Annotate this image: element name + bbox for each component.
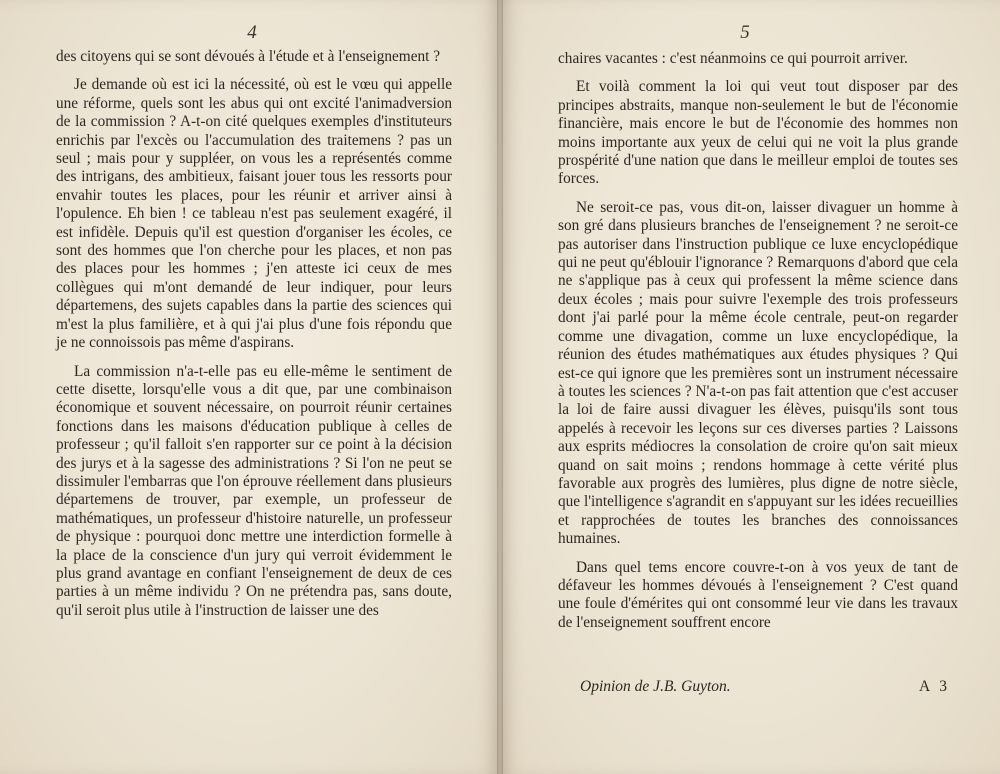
paragraph: des citoyens qui se sont dévoués à l'étude et à l'enseignement ? [56, 48, 440, 65]
page-footer [580, 678, 950, 696]
paragraph: Dans quel tems encore couvre-t-on à vos yeux de tant de défaveur les hommes dévoués à l'enseignement ? C'est quand une foule d'émérites qui ont consommé leur vie dans les travaux de l'enseignement souffrent encore [558, 558, 958, 631]
paragraph: Ne seroit-ce pas, vous dit-on, laisser divaguer un homme à son gré dans plusieurs branches de l'enseignement ? ne seroit-ce pas autoriser dans l'instruction publique ce luxe encyclopédique qui ne peut qu'éblouir l'ignorance ? Remarquons d'abord que cela ne s'applique pas à ceux qui professent la même science dans deux écoles ; mais pour suivre l'exemple des trois professeurs dont j'ai parlé pour la même école centrale, peut-on regarder comme une divagation, comme un luxe encyclopédique, la réunion des études mathématiques aux études physiques ? Qui est-ce qui ignore que les premières sont un instrument nécessaire à toutes les sciences ? N'a-t-on pas fait attention que c'est accuser la loi de faire aussi divaguer les élèves, puisqu'ils sont tous appelés à recevoir les leçons sur ces diverses parties ? Laissons aux esprits médiocres la consolation de croire qu'on sait mieux quand on sait moins ; rendons hommage à cette vérité plus favorable aux progrès des lumières, plus digne de notre siècle, que l'intelligence s'agrandit en s'appuyant sur les idées recueillies et rapprochées de toutes les branches des connoissances humaines. [558, 198, 958, 548]
page-text [558, 50, 958, 632]
footer-title: Opinion de J.B. Guyton. [580, 678, 731, 695]
right-page [500, 0, 1000, 774]
page-number: 5 [740, 22, 750, 43]
signature-mark: A 3 [919, 678, 950, 695]
paragraph: La commission n'a-t-elle pas eu elle-même le sentiment de cette disette, lorsqu'elle vous a dit que, par une combinaison économique et souvent nécessaire, on pourroit réunir certaines fonctions dans les maisons d'éducation publique à celles de professeur ; qu'il falloit s'en rapporter sur ce point à la décision des jurys et à la sagesse des administrations ? Si l'on ne peut se dissimuler l'embarras que l'on éprouve réellement dans plusieurs départemens de trouver, par exemple, un professeur de mathématiques, un professeur d'histoire naturelle, un professeur de physique : pourquoi donc mettre une interdiction formelle à la place de la conscience d'un jury qui verroit évidemment le plus grand avantage en confiant l'enseignement de deux de ces parties à un même individu ? On ne prétendra pas, sans doute, qu'il seroit plus utile à l'instruction de laisser une des [56, 362, 452, 619]
paragraph: Et voilà comment la loi qui veut tout disposer par des principes abstraits, manque non-seulement le but de l'économie financière, mais encore le but de l'économie des hommes non moins importante aux yeux de celui qui ne voit la plus grande prospérité d'une nation que dans le meilleur emploi de toutes ses forces. [558, 78, 958, 188]
paragraph: chaires vacantes : c'est néanmoins ce qui pourroit arriver. [558, 50, 908, 67]
page-text [56, 48, 452, 620]
book-gutter [497, 0, 503, 774]
page-number: 4 [247, 22, 257, 43]
paragraph: Je demande où est ici la nécessité, où est le vœu qui appelle une réforme, quels sont les abus qui ont excité l'animadversion de la commission ? A-t-on cité quelques exemples d'instituteurs enrichis par l'excès ou l'accumulation des traitemens ? pas un seul ; mais pour y suppléer, on vous les a représentés comme des intrigans, des ambitieux, faisant jouer tous les ressorts pour envahir toutes les places, pour les réunir et arriver ainsi à l'opulence. Eh bien ! ce tableau n'est pas seulement exagéré, il est infidèle. Depuis qu'il est question d'organiser les écoles, ce sont des hommes que l'on cherche pour les places, et non pas des places pour les hommes ; j'en atteste ici ceux de mes collègues qui m'ont demandé de leur indiquer, pour leurs départemens, des sujets capables dans la partie des sciences qui m'est la plus familière, et à qui j'ai plus d'une fois répondu que je ne connoissois pas même d'aspirans. [56, 76, 452, 352]
